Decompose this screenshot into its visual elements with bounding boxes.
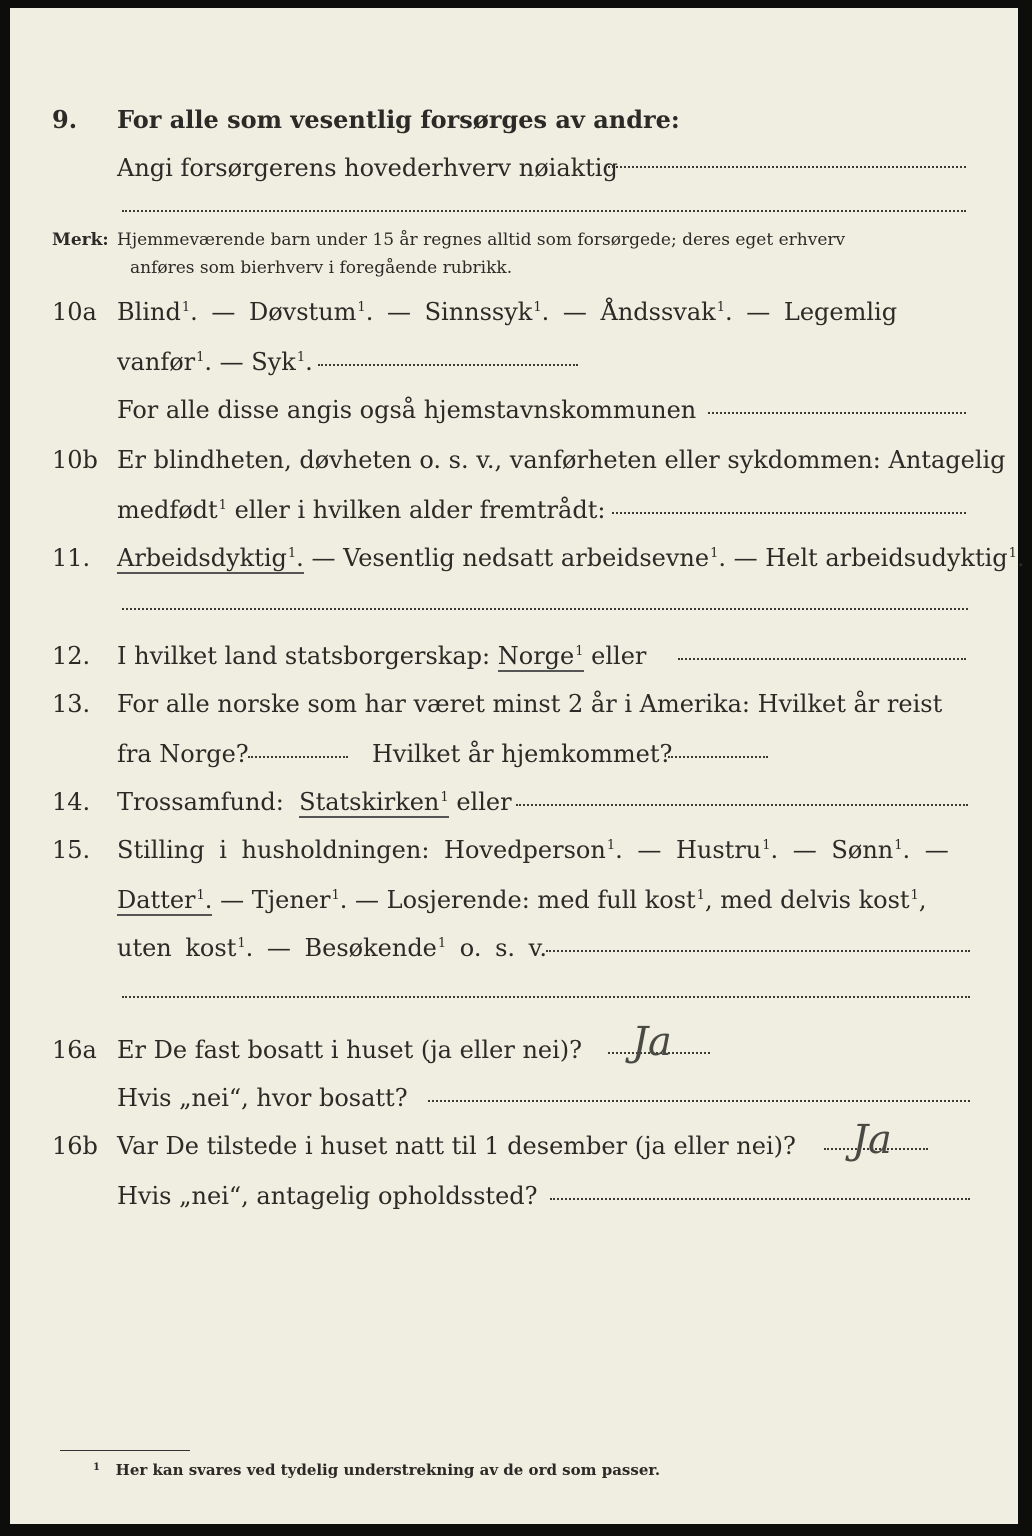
merk-text: Hjemmeværende barn under 15 år regnes alltid som forsørgede; deres eget erhverv	[117, 230, 846, 250]
q16b-text-2: Hvis „nei“, antagelig opholdssted?	[117, 1182, 538, 1210]
q10a-line3	[10, 390, 1018, 430]
footnote-rule	[60, 1450, 190, 1451]
q12-eller: eller	[591, 642, 647, 670]
q13-reist-label: fra Norge?	[117, 740, 249, 768]
footnote-mark: 1	[93, 1462, 100, 1473]
q13-number: 13.	[52, 690, 91, 718]
q11-number: 11.	[52, 544, 91, 572]
q10b-line1	[10, 440, 1018, 480]
census-form-page	[10, 8, 1025, 1524]
q12-text: I hvilket land statsborgerskap:	[117, 642, 491, 670]
q15-line1	[10, 830, 1018, 870]
q10a-line2	[10, 342, 1018, 382]
q13-reist-field[interactable]	[248, 756, 348, 758]
q12-line	[10, 636, 1018, 676]
q13-hjemkommet-field[interactable]	[668, 756, 768, 758]
footnote	[92, 1458, 660, 1482]
q10a-answer-field[interactable]	[318, 364, 578, 366]
q13-text: For alle norske som har været minst 2 år i Amerika: Hvilket år reist	[117, 690, 943, 718]
q9-answer-field[interactable]	[608, 166, 966, 168]
merk-line2	[10, 254, 1018, 282]
q13-hjemkommet-label: Hvilket år hjemkommet?	[372, 740, 673, 768]
merk-line1	[10, 226, 1018, 254]
q12-option-norge[interactable]: Norge$^1$	[497, 642, 584, 670]
q13-line2	[10, 734, 1018, 774]
q15-text-3: uten kost$^1$. — Besøkende$^1$ o. s. v.	[117, 934, 547, 962]
q10a-kommune-field[interactable]	[708, 412, 966, 414]
q10b-text-2: medfødt$^1$ eller i hvilken alder fremtrådt:	[117, 496, 606, 524]
q16a-number: 16a	[52, 1036, 97, 1064]
merk-text-2: anføres som bierhverv i foregående rubrikk.	[130, 258, 513, 278]
q14-line	[10, 782, 1018, 822]
q14-answer-field[interactable]	[516, 804, 968, 806]
q14-eller: eller	[456, 788, 512, 816]
q15-options-rest: — Tjener$^1$. — Losjerende: med full kost$^1$, med delvis kost$^1$,	[220, 886, 927, 914]
q16a-text-2: Hvis „nei“, hvor bosatt?	[117, 1084, 408, 1112]
q14-number: 14.	[52, 788, 91, 816]
q14-text: Trossamfund:	[117, 788, 284, 816]
q12-answer-field[interactable]	[678, 658, 966, 660]
q10b-text: Er blindheten, døvheten o. s. v., vanførheten eller sykdommen: Antagelig	[117, 446, 1006, 474]
q16b-text: Var De tilstede i huset natt til 1 desember (ja eller nei)?	[117, 1132, 796, 1160]
q11-option-arbeidsdyktig[interactable]: Arbeidsdyktig$^1$.	[117, 544, 304, 572]
merk-label: Merk:	[52, 230, 109, 250]
q15-answer-field[interactable]	[546, 950, 970, 952]
q15-number: 15.	[52, 836, 91, 864]
footnote-text: Her kan svares ved tydelig understrekning av de ord som passer.	[115, 1461, 661, 1479]
q9-line2	[10, 148, 1018, 188]
q10b-line2	[10, 490, 1018, 530]
q10b-number: 10b	[52, 446, 98, 474]
q16b-handwritten-answer: Ja	[852, 1117, 892, 1163]
q15-text: Stilling i husholdningen: Hovedperson$^1$. — Hustru$^1$. — Sønn$^1$. —	[117, 836, 949, 864]
q9-subtext: Angi forsørgerens hovederhverv nøiaktig	[117, 154, 618, 182]
q10a-text-3: For alle disse angis også hjemstavnskommunen	[117, 396, 697, 424]
q13-line1	[10, 684, 1018, 724]
q15-option-datter[interactable]: Datter$^1$.	[117, 886, 213, 914]
q10a-text: Blind$^1$. — Døvstum$^1$. — Sinnssyk$^1$. — Åndssvak$^1$. — Legemlig	[117, 298, 898, 326]
q9-line1	[10, 100, 1018, 140]
q15-line3	[10, 928, 1018, 968]
q12-number: 12.	[52, 642, 91, 670]
q14-option-statskirken[interactable]: Statskirken$^1$	[299, 788, 449, 816]
q15-line2	[10, 880, 1018, 920]
q10a-text-2: vanfør$^1$. — Syk$^1$.	[117, 348, 313, 376]
q9-number: 9.	[52, 105, 78, 134]
q16a-text: Er De fast bosatt i huset (ja eller nei)?	[117, 1036, 583, 1064]
q9-text: For alle som vesentlig forsørges av andre:	[117, 105, 680, 134]
q16b-opholdssted-field[interactable]	[550, 1198, 970, 1200]
q15-extra-line[interactable]	[122, 996, 970, 998]
q10a-line1	[10, 292, 1018, 332]
q11-line	[10, 538, 1025, 578]
q11-options-rest: — Vesentlig nedsatt arbeidsevne$^1$. — Helt arbeidsudyktig$^1$.	[311, 544, 1025, 572]
q16a-handwritten-answer: Ja	[632, 1019, 672, 1065]
q10b-answer-field[interactable]	[612, 512, 966, 514]
q11-extra-line[interactable]	[122, 608, 968, 610]
q16b-line2	[10, 1176, 1018, 1216]
q16b-number: 16b	[52, 1132, 98, 1160]
q16a-line2	[10, 1078, 1018, 1118]
q10a-number: 10a	[52, 298, 97, 326]
q9-extra-line[interactable]	[122, 210, 966, 212]
q16a-line1	[10, 1030, 1018, 1070]
q16a-bosatt-field[interactable]	[428, 1100, 970, 1102]
